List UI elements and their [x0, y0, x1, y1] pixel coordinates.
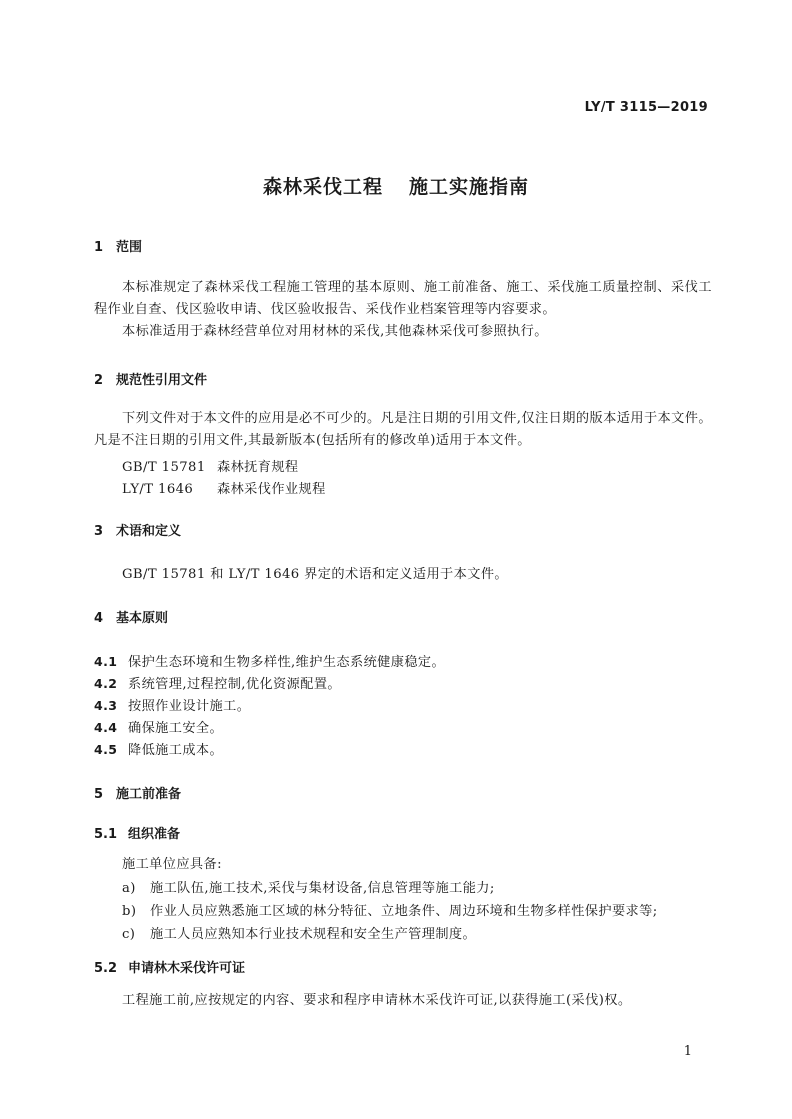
standard-code: LY/T 3115—2019 [584, 100, 708, 115]
list-text: 施工人员应熟知本行业技术规程和安全生产管理制度。 [150, 927, 477, 942]
title-part-2: 施工实施指南 [409, 176, 530, 198]
list-item [122, 923, 476, 942]
section-number: 4 [94, 611, 104, 626]
item-text: 确保施工安全。 [128, 721, 224, 736]
item-number: 4.4 [94, 720, 118, 735]
section-5-heading [94, 783, 181, 802]
reference-code: LY/T 1646 [122, 482, 194, 497]
principle-item [94, 673, 341, 692]
paragraph: 下列文件对于本文件的应用是必不可少的。凡是注日期的引用文件,仅注日期的版本适用于本文件。凡是不注日期的引用文件,其最新版本(包括所有的修改单)适用于本文件。 [94, 411, 712, 448]
section-title: 申请林木采伐许可证 [128, 961, 246, 976]
item-text: 系统管理,过程控制,优化资源配置。 [128, 677, 341, 692]
list-label: a) [122, 881, 136, 896]
section-4-heading [94, 607, 168, 626]
section-number: 5.2 [94, 961, 118, 976]
section-1-body [94, 277, 712, 343]
section-5-2-body: 工程施工前,应按规定的内容、要求和程序申请林木采伐许可证,以获得施工(采伐)权。 [122, 993, 632, 1008]
section-title: 范围 [116, 240, 143, 255]
document-title [0, 172, 792, 199]
principle-item [94, 739, 223, 758]
list-item [122, 900, 658, 919]
item-text: 降低施工成本。 [128, 743, 224, 758]
item-number: 4.3 [94, 698, 118, 713]
item-text: 按照作业设计施工。 [128, 699, 251, 714]
section-5-1-heading [94, 823, 180, 842]
reference-item [122, 456, 299, 475]
section-number: 3 [94, 524, 104, 539]
reference-name: 森林采伐作业规程 [217, 482, 326, 497]
item-number: 4.5 [94, 742, 118, 757]
section-title: 基本原则 [116, 611, 169, 626]
section-title: 组织准备 [128, 827, 181, 842]
paragraph: 本标准适用于森林经营单位对用材林的采伐,其他森林采伐可参照执行。 [122, 324, 548, 339]
section-title: 规范性引用文件 [116, 373, 208, 388]
item-number: 4.2 [94, 676, 118, 691]
section-1-heading [94, 236, 142, 255]
section-3-heading [94, 520, 181, 539]
principle-item [94, 717, 223, 736]
list-text: 施工队伍,施工技术,采伐与集材设备,信息管理等施工能力; [150, 881, 495, 896]
reference-name: 森林抚育规程 [217, 460, 299, 475]
section-5-2-heading [94, 957, 245, 976]
section-3-body: GB/T 15781 和 LY/T 1646 界定的术语和定义适用于本文件。 [122, 567, 508, 582]
principle-item [94, 651, 445, 670]
section-2-body [94, 408, 712, 452]
section-5-1-intro: 施工单位应具备: [122, 857, 222, 872]
title-part-1: 森林采伐工程 [262, 176, 383, 198]
list-item [122, 877, 495, 896]
section-number: 5.1 [94, 827, 118, 842]
section-number: 2 [94, 373, 104, 388]
list-label: c) [122, 927, 136, 942]
section-number: 5 [94, 787, 104, 802]
list-label: b) [122, 904, 137, 919]
reference-code: GB/T 15781 [122, 460, 206, 475]
paragraph: 本标准规定了森林采伐工程施工管理的基本原则、施工前准备、施工、采伐施工质量控制、采伐工程作业自查、伐区验收申请、伐区验收报告、采伐作业档案管理等内容要求。 [94, 280, 712, 317]
section-number: 1 [94, 240, 104, 255]
item-number: 4.1 [94, 654, 118, 669]
principle-item [94, 695, 250, 714]
reference-item [122, 478, 326, 497]
section-2-heading [94, 369, 207, 388]
section-title: 施工前准备 [116, 787, 182, 802]
page-number: 1 [683, 1044, 692, 1059]
list-text: 作业人员应熟悉施工区域的林分特征、立地条件、周边环境和生物多样性保护要求等; [150, 904, 658, 919]
item-text: 保护生态环境和生物多样性,维护生态系统健康稳定。 [128, 655, 446, 670]
section-title: 术语和定义 [116, 524, 182, 539]
